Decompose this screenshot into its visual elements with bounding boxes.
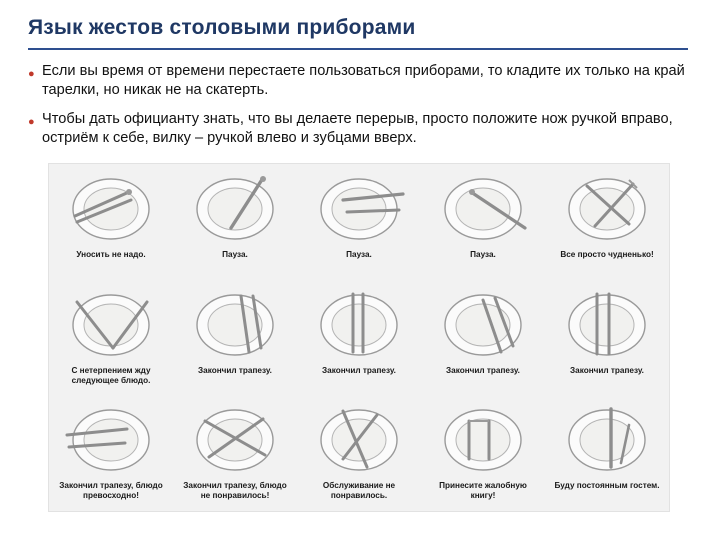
title-divider: [28, 48, 688, 50]
cell-caption: Закончил трапезу, блюдо не понравилось!: [183, 481, 287, 501]
plate-diagram-fork-knife-crossed-top: [551, 170, 663, 248]
plate-diagram-fork-vertical-knife-right: [551, 401, 663, 479]
cutlery-sign-language-chart: [48, 163, 670, 512]
plate-diagram-knife-between-fork-tines: [427, 401, 539, 479]
plate-diagram-knife-diagonal-down-right: [427, 170, 539, 248]
chart-cell: [545, 395, 669, 511]
cell-caption: С нетерпением жду следующее блюдо.: [71, 365, 151, 385]
cell-caption: Принесите жалобную книгу!: [439, 481, 527, 501]
cell-caption: Закончил трапезу, блюдо превосходно!: [59, 481, 163, 501]
plate-diagram-knife-fork-crossed-center: [179, 401, 291, 479]
page-title: Язык жестов столовыми приборами: [28, 16, 416, 39]
chart-cell: [421, 280, 545, 396]
chart-cell: [49, 280, 173, 396]
chart-cell: [49, 164, 173, 280]
plate-diagram-knife-fork-horizontal-left: [55, 401, 167, 479]
plate-diagram-fork-knife-horizontal-right: [303, 170, 415, 248]
chart-cell: [421, 164, 545, 280]
cell-caption: Закончил трапезу.: [322, 365, 396, 375]
chart-cell: [297, 280, 421, 396]
plate-diagram-knife-fork-parallel-vertical: [551, 286, 663, 364]
list-item: [28, 62, 693, 101]
cell-caption: Закончил трапезу.: [198, 365, 272, 375]
chart-cell: [545, 280, 669, 396]
cell-caption: Пауза.: [346, 250, 372, 259]
plate-diagram-knife-fork-v-shape: [55, 286, 167, 364]
plate-diagram-fork-over-knife-cross: [303, 401, 415, 479]
cell-caption: Все просто чудненько!: [560, 250, 654, 259]
chart-cell: [297, 395, 421, 511]
chart-cell: [173, 395, 297, 511]
chart-cell: [421, 395, 545, 511]
cell-caption: Закончил трапезу.: [446, 365, 520, 375]
bullet-text: Чтобы дать официанту знать, что вы делаете перерыв, просто положите нож ручкой вправо, остриём к себе, вилку – ручкой влево и зубцами вверх.: [42, 110, 673, 147]
chart-cell: [545, 164, 669, 280]
plate-diagram-knife-fork-crossed-left: [55, 170, 167, 248]
plate-diagram-knife-right-diagonal: [179, 170, 291, 248]
cell-caption: Уносить не надо.: [76, 250, 146, 259]
chart-cell: [49, 395, 173, 511]
chart-grid: [49, 164, 669, 511]
plate-diagram-knife-fork-parallel-right: [179, 286, 291, 364]
chart-cell: [173, 164, 297, 280]
chart-cell: [173, 280, 297, 396]
bullet-text: Если вы время от времени перестаете пользоваться приборами, то кладите их только на край тарелки, но никак не на скатерть.: [42, 63, 685, 99]
list-item: [28, 110, 693, 149]
plate-diagram-knife-fork-vertical-center: [303, 286, 415, 364]
cell-caption: Обслуживание не понравилось.: [322, 481, 396, 501]
bullet-dot-icon: ●: [28, 115, 35, 128]
plate-diagram-knife-fork-parallel-bottom-right: [427, 286, 539, 364]
cell-caption: Пауза.: [470, 250, 496, 259]
cell-caption: Пауза.: [222, 250, 248, 259]
cell-caption: Буду постоянным гостем.: [554, 481, 660, 491]
chart-cell: [297, 164, 421, 280]
bullet-dot-icon: ●: [28, 68, 35, 80]
bullet-list: [28, 62, 693, 158]
cell-caption: Закончил трапезу.: [570, 365, 644, 375]
